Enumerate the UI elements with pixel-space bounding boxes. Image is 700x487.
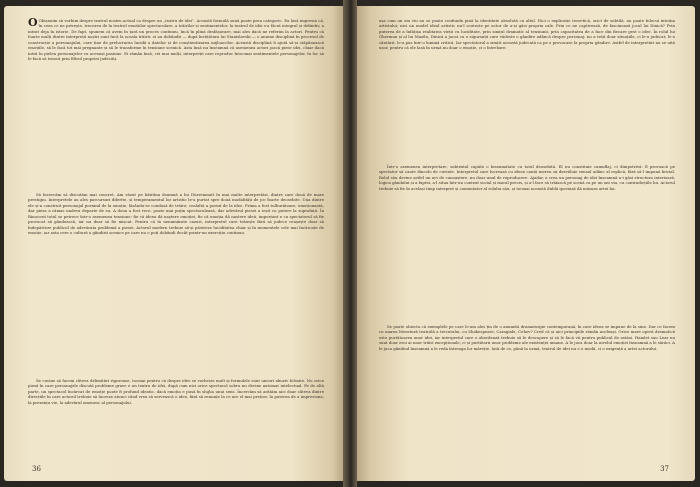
right-page-bottom-text: Se poate obiecta că exemplele pe care le-am ales țin de o anumită dramaturgie contemporană, în care ideea se impune de la sine. Dar ce facem cu marea literatură teatrală a trecutului, cu Shakespeare, Caragiale, Cehov? Cred că și aici principiile rămân aceleași. Orice mare operă dramatică este purtătoarea unor idei, iar interpretul care o abordează trebuie să le descopere și să le facă vii pentru publicul de astăzi. Hamlet sau Lear nu sunt doar eroi ai unor trăiri excepționale, ci și purtătorii unor probleme ale existenței umane. A le juca doar la nivelul emoției înseamnă a le sărăci. A le juca gândind înseamnă a le reda întreaga lor măreție. Iată de ce, până la urmă, teatrul de idei nu e o modă, ci o exigență a artei actorului. (379, 324, 675, 351)
left-page-number: 36 (32, 465, 41, 473)
dropcap: O (28, 18, 38, 29)
right-page-top-text: așa cum un om viu nu se poate confunda pină la identitate absolută cu altul. Nici o explicație teoretică, orict de subtilă, nu poate înlocui intuiția artistului; nici un model ideal artistic nu-l scutește pe actor de a-și găsi propria cale. Prin ce ne captivează, de fascinează jocul lui Dinică? Prin puterea de a înfățișa realitatea vieții cu luciditate, prin simțul dramatic al tensiunii, prin capacitatea de a face din fiecare gest o idee. În rolul lui Gherman și al lui Mazilu, Dinică a jucat cu o siguranță care vădește o gândire adâncă despre personaj: nu a trăit doar situațiile, ci le-a judecat, le-a cântărit, le-a pus într-o lumină critică. Iar spectatorul a simțit această judecată ca pe o provocare la propria gândire. Astfel de interpretări nu se uită ușor, pentru că ele lasă în urmă nu doar o emoție, ci o întrebare. (379, 18, 675, 51)
left-page-bottom-text: Se cuvine să facem câteva delimitări riguroase, tocmai pentru că despre idee se vorbește mult și formulele sunt uneori abuziv folosite. Nu orice piesă în care personajele discută probleme grave e un teatru de idei, după cum nici orice spectacol sobru nu devine automat intelectual. Pe de altă parte, un spectacol încărcat de emoție poate fi profund ideatic, dacă emoția e pusă în slujba unui sens. Încercăm să arătăm aici doar câteva dintre direcțiile în care actorul trebuie să lucreze atunci când vrea să servească o idee, fără să renunțe la ce are el mai prețios: la puterea de a impresiona, la prezența vie, la adevărul omenesc al personajului. (28, 378, 324, 405)
left-page-middle-text: Să încercăm să discutăm mai concret. Am văzut pe bătrâna doamnă a lui Dürrenmatt în mai multe interpretări, dintre care două de mare prestigiu. Interpretele au ales parcursuri diferite, și temperamentul lor artistic le-a purtat spre două modalități de joc foarte deosebite. Una dintre ele și-a construit personajul pornind de la emoție, lăsându-se condusă de trăire; cealaltă a pornit de la idee. Prima a fost tulburătoare, emoționantă, dar piesa a rămas undeva departe de ea. A doua a fost rece, poate mai puțin spectaculoasă, dar adevărul piesei a ieșit cu putere la suprafață. În Rinocerii totul se petrece într-o asemenea tensiune: fie că ideea dă naștere emoției, fie că emoția dă naștere ideii, important e ca spectatorul să fie provocat să gândească, iar nu doar să fie mișcat. Pentru că în nenumărate cazuri, interpretul care trăiește fără să judece reușește doar să îndepărteze publicul de adevărata problemă a piesei. Actorul modern trebuie să-și păstreze luciditatea chiar și în momentele cele mai încărcate de emoție, iar asta cere o cultură a gândirii scenice pe care nu o poți dobândi decât printr-un exercițiu continuu. (28, 192, 324, 236)
left-page (4, 6, 343, 481)
book-gutter (343, 0, 357, 487)
right-page-number: 37 (660, 465, 669, 473)
right-page (357, 6, 695, 481)
left-page-top-text: O Obișnuim să vorbim despre teatrul nostru actual ca despre un „teatru de idei”. Această formulă sună poate prea categoric. Ea lasă impresia că, în ceea ce ne privește, trecerea de la teatrul emoțiilor spectaculare, a trăirilor și sentimentelor, la teatrul de idei s-a făcut integral și definitiv, a intrat deja în istorie. De fapt, spunem că avem în țară un proces continuu, încă în plină desfășurare, mai ales dacă ne referim la actori. Pentru că foarte mulți dintre interpreții noștri sunt încă la școala trăirii: ei au dobândit — după învățătura lui Stanislavski — o anume disciplină în procesul de construcție a personajului, care ține de prelucrarea lucidă a datelor și de conștientizarea mijloacelor. Această disciplină îi ajută să-și stăpânească emoțiile, să le facă tot mai pregnante și să le transforme în tensiune scenică. Asta însă nu înseamnă că asemenea actori joacă piese idei, chiar dacă intră în pielea personajelor cu aceeași pasiune. Ei rămân însă, cei mai mulți, interpreții care reproduc întocmai sentimentele personajelor, în loc să le facă să treacă prin filtrul propriei judecăți. (28, 18, 324, 62)
right-page-middle-text: Într-o asemenea interpretare, subtextul capătă o însemnătate cu totul deosebită. El nu constituie camuflaj, ci dimpotrivă: îl provoacă pe spectator să caute dincolo de cuvinte. Interpretul care lucrează cu ideea caută mereu să dezvăluie sensul adânc al replicii, fără să-l impună brutal. Rolul său devine astfel un act de cunoaștere, nu doar unul de reproducere. Ajadar, a crea un personaj de idei înseamnă a-i găsi structura interioară, logica gândului și a faptei, a-l situa într-un context social și moral precis, și a-l face să trăiască pe scenă ca pe un om viu, cu contradicțiile lui. Actorul trebuie să fie în același timp interpret și comentator al rolului său, și tocmai această dublă ipostază dă măsura artei lui. (379, 164, 675, 191)
